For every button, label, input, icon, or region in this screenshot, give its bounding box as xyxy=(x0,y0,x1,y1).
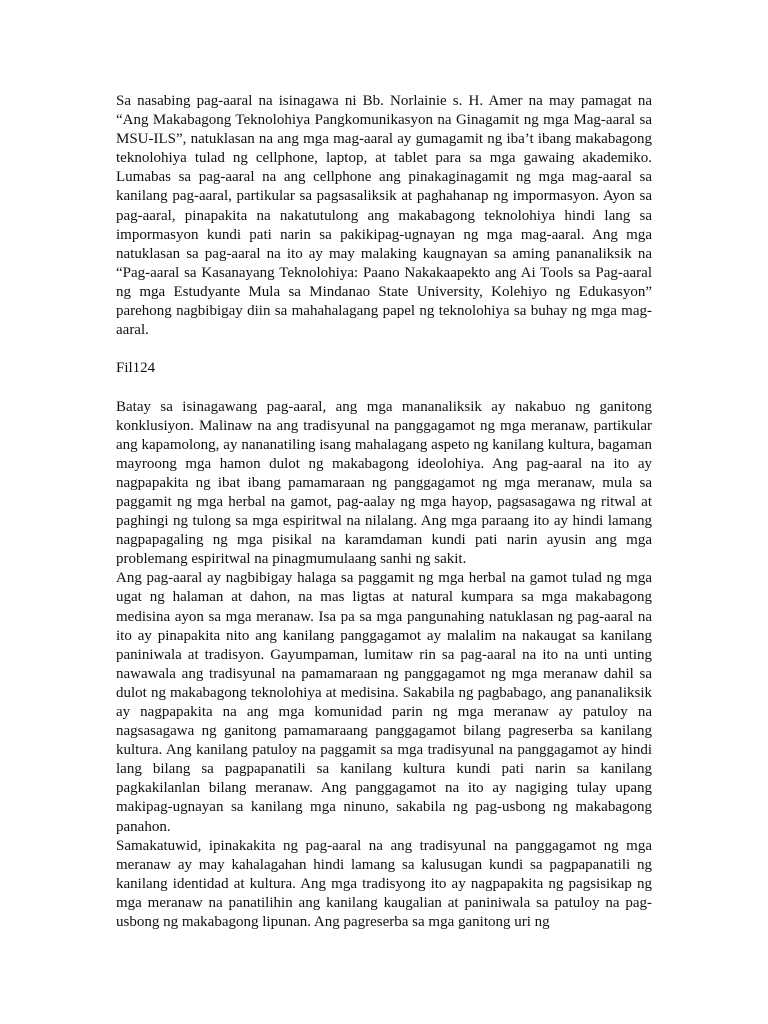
body-paragraph-2: Ang pag-aaral ay nagbibigay halaga sa paggamit ng mga herbal na gamot tulad ng mga ugat ng halaman at dahon, na mas ligtas at natural kumpara sa mga makabagong medisina ayon sa mga meranaw. Isa pa sa mga pangunahing natuklasan ng pag-aaral na ito ay pinapakita nito ang kanilang panggagamot ay malalim na nakaugat sa kanilang paniniwala at tradisyon. Gayumpaman, lumitaw rin sa pag-aaral na ito na unti unting nawawala ang tradisyunal na pamamaraan ng panggagamot ng mga meranaw dahil sa dulot ng makabagong teknolohiya at medisina. Sakabila ng pagbabago, ang pananaliksik ay nagpapakita na ang mga komunidad parin ng mga meranaw ay patuloy na nagsasagawa ng ganitong pamamaraang panggagamot bilang pagreserba sa kanilang kultura. Ang kanilang patuloy na paggamit sa mga tradisyunal na panggagamot ay hindi lang bilang sa pagpapanatili sa kanilang kultura kundi pati narin sa kanilang pagkakilanlan bilang meranaw. Ang panggagamot na ito ay nagiging tulay upang makipag-ugnayan sa kanilang mga ninuno, sakabila ng pag-usbong ng makabagong panahon. xyxy=(116,570,652,835)
body-paragraph-1: Batay sa isinagawang pag-aaral, ang mga mananaliksik ay nakabuo ng ganitong konklusiyon. Malinaw na ang tradisyunal na panggagamot ng mga meranaw, partikular ang kapamolong, ay nananatiling isang mahalagang aspeto ng kanilang kultura, bagaman mayroong mga hamon dulot ng makabagong ideolohiya. Ang pag-aaral na ito ay nagpapakita ng ibat ibang pamamaraan ng panggagamot ng mga meranaw, mula sa paggamit ng mga herbal na gamot, pag-aalay ng mga hayop, pagsasagawa ng ritwal at paghingi ng tulong sa mga espiritwal na nilalang. Ang mga paraang ito ay hindi lamang nagpapagaling ng mga pisikal na karamdaman kundi pati narin ayusin ang mga problemang espiritwal na pinagmumulaang sanhi ng sakit. xyxy=(116,398,652,568)
body-paragraph-3: Samakatuwid, ipinakakita ng pag-aaral na ang tradisyunal na panggagamot ng mga meranaw ay may kahalagahan hindi lamang sa kalusugan kundi sa pagpapanatili ng kanilang identidad at kultura. Ang mga tradisyong ito ay nagpapakita ng pagsisikap ng mga meranaw na panatilihin ang kanilang kaugalian at paniniwala sa patuloy na pag-usbong ng makabagong lipunan. Ang pagreserba sa mga ganitong uri ng xyxy=(116,837,652,931)
intro-paragraph: Sa nasabing pag-aaral na isinagawa ni Bb. Norlainie s. H. Amer na may pamagat na “Ang Makabagong Teknolohiya Pangkomunikasyon na Ginagamit ng mga Mag-aaral sa MSU-ILS”, natuklasan na ang mga mag-aaral ay gumagamit ng iba’t ibang makabagong teknolohiya tulad ng cellphone, laptop, at tablet para sa mga gawaing akademiko. Lumabas sa pag-aaral na ang cellphone ang pinakaginagamit ng mga mag-aaral sa kanilang pag-aaral, partikular sa pagsasaliksik at paghahanap ng impormasyon. Ayon sa pag-aaral, pinapakita na nakatutulong ang makabagong teknolohiya hindi lang sa impormasyon kundi pati narin sa pakikipag-ugnayan ng mga mag-aaral. Ang mga natuklasan sa pag-aaral na ito ay may malaking kaugnayan sa aming pananaliksik na “Pag-aaral sa Kasanayang Teknolohiya: Paano Nakakaapekto ang Ai Tools sa Pag-aaral ng mga Estudyante Mula sa Mindanao State University, Kolehiyo ng Edukasyon” parehong nagbibigay diin sa mahahalagang papel ng teknolohiya sa buhay ng mga mag-aaral. xyxy=(116,93,652,339)
section-label: Fil124 xyxy=(116,360,156,377)
document-body xyxy=(116,92,652,932)
